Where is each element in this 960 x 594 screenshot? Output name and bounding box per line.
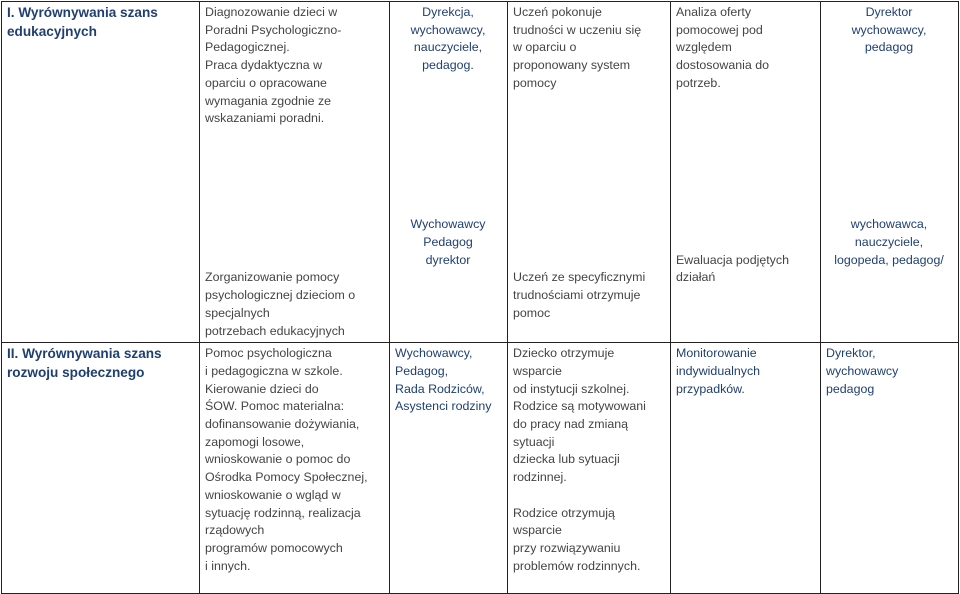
cell-text-line: potrzebach edukacyjnych (205, 323, 345, 338)
category-line: I. Wyrównywania szans (7, 5, 158, 20)
cell-text-line: oparciu o opracowane (205, 75, 327, 90)
cell-text-line: działań (676, 270, 716, 285)
line-spacer (513, 181, 664, 199)
cell-text-line: ŚOW. Pomoc materialna: (205, 399, 345, 414)
cell-text-line: dziecka lub sytuacji (513, 452, 620, 467)
cell-text-line: Poradni Psychologiczno- (205, 22, 342, 37)
category-line: rozwoju społecznego (7, 364, 145, 380)
line-spacer (676, 93, 814, 111)
line-spacer (205, 234, 383, 252)
cell-text-line: Dyrekcja, (422, 5, 474, 19)
line-spacer (205, 216, 383, 234)
cell-text-line: do pracy nad zmianą (513, 417, 629, 432)
cell-text-line: pomocy (513, 75, 557, 90)
cell-text-line: sytuację rodzinną, realizacja (205, 505, 361, 520)
cell-text-line: Pedagog (423, 235, 473, 250)
cell-text-line: Uczeń pokonuje (513, 5, 602, 19)
line-spacer (513, 216, 664, 234)
cell-text-line: Ośrodka Pomocy Społecznej, (205, 470, 368, 485)
category-cell (2, 343, 200, 594)
cell-text-line: pomoc (513, 305, 551, 320)
line-spacer (513, 146, 664, 164)
category-line: edukacyjnych (7, 23, 97, 39)
cell-text-line: trudności w uczeniu się (513, 22, 642, 37)
responsible-cell (390, 343, 508, 594)
cell-text-line: Dyrektor, (826, 346, 876, 361)
line-spacer (676, 181, 814, 199)
line-spacer (676, 128, 814, 146)
line-spacer (395, 146, 501, 164)
cell-text-line: wsparcie (513, 363, 562, 378)
line-spacer (513, 199, 664, 217)
line-spacer (513, 128, 664, 146)
cell-text-line: wskazaniami poradni. (205, 111, 325, 126)
table-row (2, 2, 959, 343)
cell-text-line: rodzinnej. (513, 470, 567, 485)
line-spacer (513, 110, 664, 128)
effects-cell (508, 343, 671, 594)
line-spacer (826, 181, 952, 199)
tasks-cell (200, 2, 390, 343)
cell-text-line: programów pomocowych (205, 540, 343, 555)
line-spacer (205, 128, 383, 146)
cell-text-line: względem (676, 40, 732, 55)
cell-text-line: Wychowawcy, (395, 346, 473, 361)
line-spacer (826, 57, 952, 75)
line-spacer (205, 199, 383, 217)
category-line: II. Wyrównywania szans (7, 346, 162, 362)
cell-text-line: Praca dydaktyczna w (205, 58, 323, 73)
cell-text-line: wnioskowanie o pomoc do (205, 452, 351, 467)
line-spacer (676, 199, 814, 217)
line-spacer (826, 163, 952, 181)
cell-text-line: wnioskowanie o wgląd w (205, 487, 341, 502)
cell-text-line: wychowawcy, (410, 22, 486, 37)
cell-text-line: rządowych (205, 523, 265, 538)
cell-text-line: Analiza oferty (676, 5, 752, 19)
line-spacer (205, 252, 383, 270)
cell-text-line: potrzeb. (676, 75, 721, 90)
cell-text-line: Monitorowanie (676, 346, 757, 361)
line-spacer (395, 110, 501, 128)
evaluation-cell (671, 2, 821, 343)
line-spacer (676, 110, 814, 128)
line-spacer (395, 93, 501, 111)
line-spacer (826, 75, 952, 93)
cell-text-line: Pomoc psychologiczna (205, 346, 332, 361)
cell-text-line: problemów rodzinnych. (513, 558, 641, 573)
line-spacer (676, 146, 814, 164)
effects-cell (508, 2, 671, 343)
line-spacer (513, 234, 664, 252)
cell-text-line: sytuacji (513, 434, 555, 449)
cell-text-line: Zorganizowanie pomocy (205, 270, 340, 285)
line-spacer (395, 181, 501, 199)
line-spacer (395, 128, 501, 146)
cell-text-line: psychologicznej dzieciom o (205, 288, 356, 303)
line-spacer (676, 163, 814, 181)
cell-text-line: indywidualnych (676, 363, 761, 378)
cell-text-line: wsparcie (513, 523, 562, 538)
cell-text-line: pedagog. (422, 58, 474, 73)
cell-text-line: pomocowej pod (676, 22, 763, 37)
cell-text-line: od instytucji szkolnej. (513, 381, 630, 396)
persons-cell (821, 2, 959, 343)
cell-text-line: specjalnych (205, 305, 270, 320)
line-spacer (395, 163, 501, 181)
cell-text-line: Diagnozowanie dzieci w (205, 5, 338, 19)
cell-text-line: Wychowawcy (410, 217, 486, 232)
cell-text-line: trudnościami otrzymuje (513, 288, 641, 303)
line-spacer (826, 128, 952, 146)
table-row (2, 343, 959, 594)
cell-text-line: pedagog (864, 40, 914, 55)
line-spacer (826, 110, 952, 128)
line-spacer (676, 216, 814, 234)
responsible-cell (390, 2, 508, 343)
cell-text-line: Ewaluacja podjętych (676, 252, 789, 267)
line-spacer (205, 146, 383, 164)
cell-text-line: Asystenci rodziny (395, 399, 492, 414)
line-spacer (513, 93, 664, 111)
cell-text-line: dofinansowanie dożywiania, (205, 417, 360, 432)
line-spacer (676, 234, 814, 252)
cell-text-line: Rodzice otrzymują (513, 505, 615, 520)
cell-text-line: przypadków. (676, 381, 745, 396)
cell-text-line: proponowany system (513, 58, 631, 73)
line-spacer (513, 252, 664, 270)
cell-text-line: nauczyciele, (854, 235, 924, 249)
cell-text-line: Kierowanie dzieci do (205, 381, 319, 396)
cell-text-line: Rodzice są motywowani (513, 399, 646, 414)
cell-text-line: Pedagog, (395, 363, 449, 378)
tasks-cell (200, 343, 390, 594)
line-spacer (205, 181, 383, 199)
cell-text-line: logopeda, pedagog/ (834, 252, 944, 267)
line-spacer (826, 146, 952, 164)
cell-text-line: nauczyciele, (413, 40, 483, 55)
cell-text-line: Dyrektor (865, 5, 913, 19)
cell-text-line: dyrektor (425, 252, 471, 267)
cell-text-line: wychowawcy, (851, 22, 927, 37)
line-spacer (826, 199, 952, 217)
support-plan-table (1, 1, 959, 594)
cell-text-line: Rada Rodziców, (395, 381, 485, 396)
line-spacer (395, 199, 501, 217)
persons-cell (821, 343, 959, 594)
category-cell (2, 2, 200, 343)
cell-text-line: wymagania zgodnie ze (205, 93, 332, 108)
cell-text-line: w oparciu o (513, 40, 577, 55)
cell-text-line: Pedagogicznej. (205, 40, 290, 55)
line-spacer (826, 92, 952, 110)
cell-text-line: wychowawca, (850, 217, 928, 232)
cell-text-line: pedagog (826, 381, 875, 396)
line-spacer (513, 487, 664, 505)
cell-text-line: Uczeń ze specyficznymi (513, 270, 646, 285)
cell-text-line: Dziecko otrzymuje (513, 346, 615, 361)
cell-text-line: przy rozwiązywaniu (513, 540, 621, 555)
evaluation-cell (671, 343, 821, 594)
line-spacer (395, 75, 501, 93)
line-spacer (513, 163, 664, 181)
cell-text-line: dostosowania do (676, 58, 769, 73)
line-spacer (205, 163, 383, 181)
cell-text-line: zapomogi losowe, (205, 434, 305, 449)
cell-text-line: i innych. (205, 558, 251, 573)
cell-text-line: wychowawcy (826, 363, 899, 378)
cell-text-line: i pedagogiczna w szkole. (205, 363, 343, 378)
